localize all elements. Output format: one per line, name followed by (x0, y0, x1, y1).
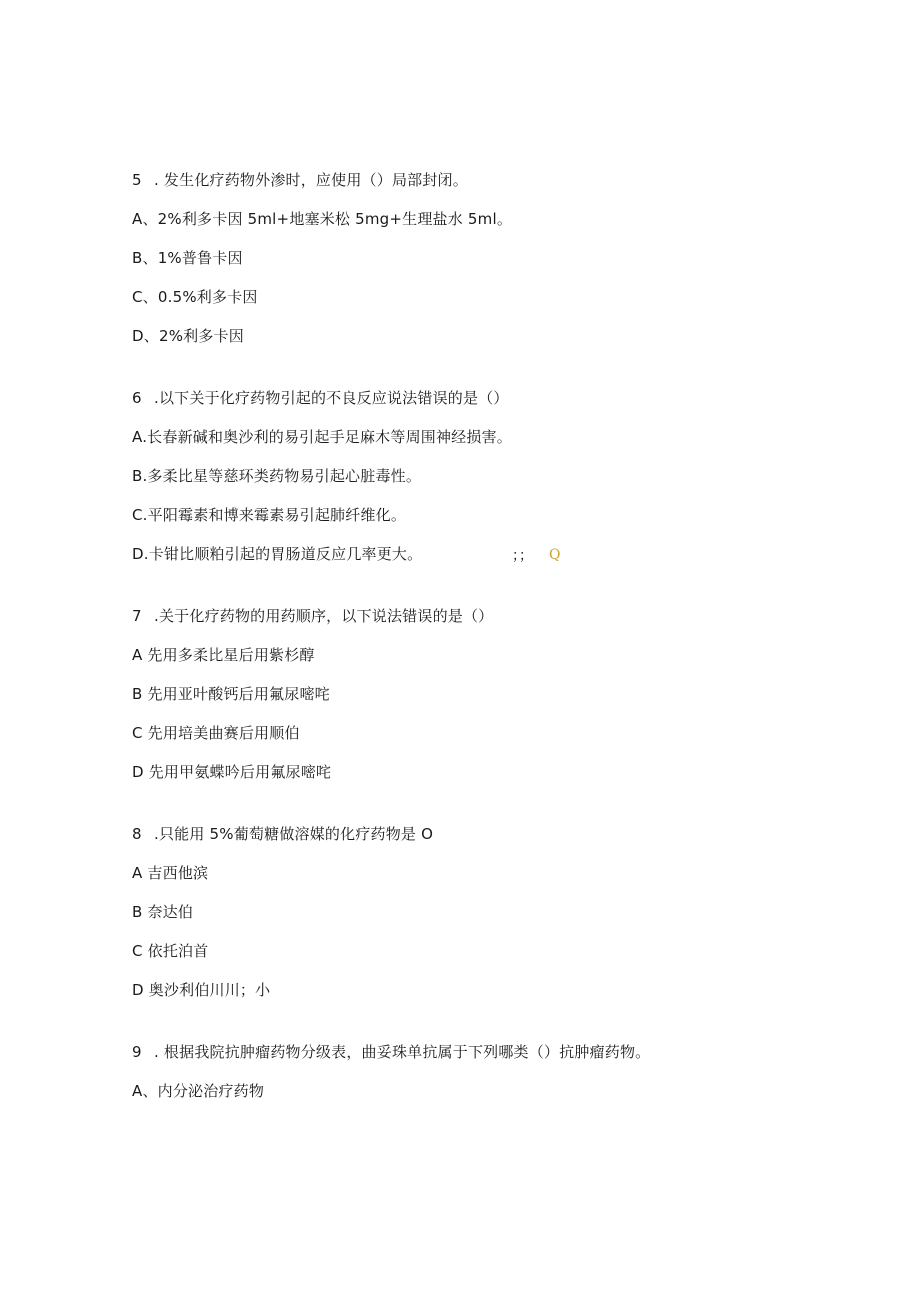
question-5-option-b: B、1%普鲁卡因 (132, 249, 243, 267)
question-8-option-b: B 奈达伯 (132, 903, 194, 921)
question-8-option-c: C 依托泊首 (132, 942, 209, 960)
question-5-option-c: C、0.5%利多卡因 (132, 288, 258, 306)
question-8-text: .只能用 5%葡萄糖做溶媒的化疗药物是 O (154, 825, 434, 843)
question-7-option-a: A 先用多柔比星后用紫杉醇 (132, 646, 315, 664)
question-5-number: 5 (132, 171, 142, 189)
question-7-number: 7 (132, 607, 142, 625)
question-7-text: .关于化疗药物的用药顺序，以下说法错误的是（） (154, 607, 494, 625)
question-6-option-a: A.长春新碱和奥沙利的易引起手足麻木等周围神经损害。 (132, 428, 512, 446)
question-5-option-a: A、2%利多卡因 5ml+地塞米松 5mg+生理盐水 5ml。 (132, 210, 513, 228)
question-6-option-b: B.多柔比星等慈环类药物易引起心脏毒性。 (132, 467, 422, 485)
question-5-option-d: D、2%利多卡因 (132, 327, 244, 345)
question-5-stem (132, 170, 468, 190)
question-5-text: . 发生化疗药物外渗时，应使用（）局部封闭。 (154, 171, 468, 189)
question-6-stem (132, 388, 509, 408)
question-9-option-a: A、内分泌治疗药物 (132, 1082, 265, 1100)
stray-punctuation: ；； (512, 548, 533, 564)
question-8-number: 8 (132, 825, 142, 843)
question-7-option-c: C 先用培美曲赛后用顺伯 (132, 724, 300, 742)
question-9-stem (132, 1042, 650, 1062)
question-6-text: .以下关于化疗药物引起的不良反应说法错误的是（） (154, 389, 509, 407)
question-6-option-d: D.卡钳比顺粕引起的胃肠道反应几率更大。 (132, 545, 423, 563)
question-7-option-b: B 先用亚叶酸钙后用氟尿嘧咤 (132, 685, 330, 703)
question-6-option-c: C.平阳霉素和博来霉素易引起肺纤维化。 (132, 506, 407, 524)
stray-q-mark: Q (549, 547, 561, 563)
question-7-stem (132, 606, 493, 626)
question-8-stem (132, 824, 433, 844)
question-9-text: . 根据我院抗肿瘤药物分级表，曲妥珠单抗属于下列哪类（）抗肿瘤药物。 (154, 1043, 651, 1061)
question-7-option-d: D 先用甲氨蝶吟后用氟尿嘧咤 (132, 763, 332, 781)
question-8-option-a: A 吉西他滨 (132, 864, 209, 882)
question-8-option-d: D 奥沙利伯川川；小 (132, 981, 271, 999)
question-6-number: 6 (132, 389, 142, 407)
question-9-number: 9 (132, 1043, 142, 1061)
